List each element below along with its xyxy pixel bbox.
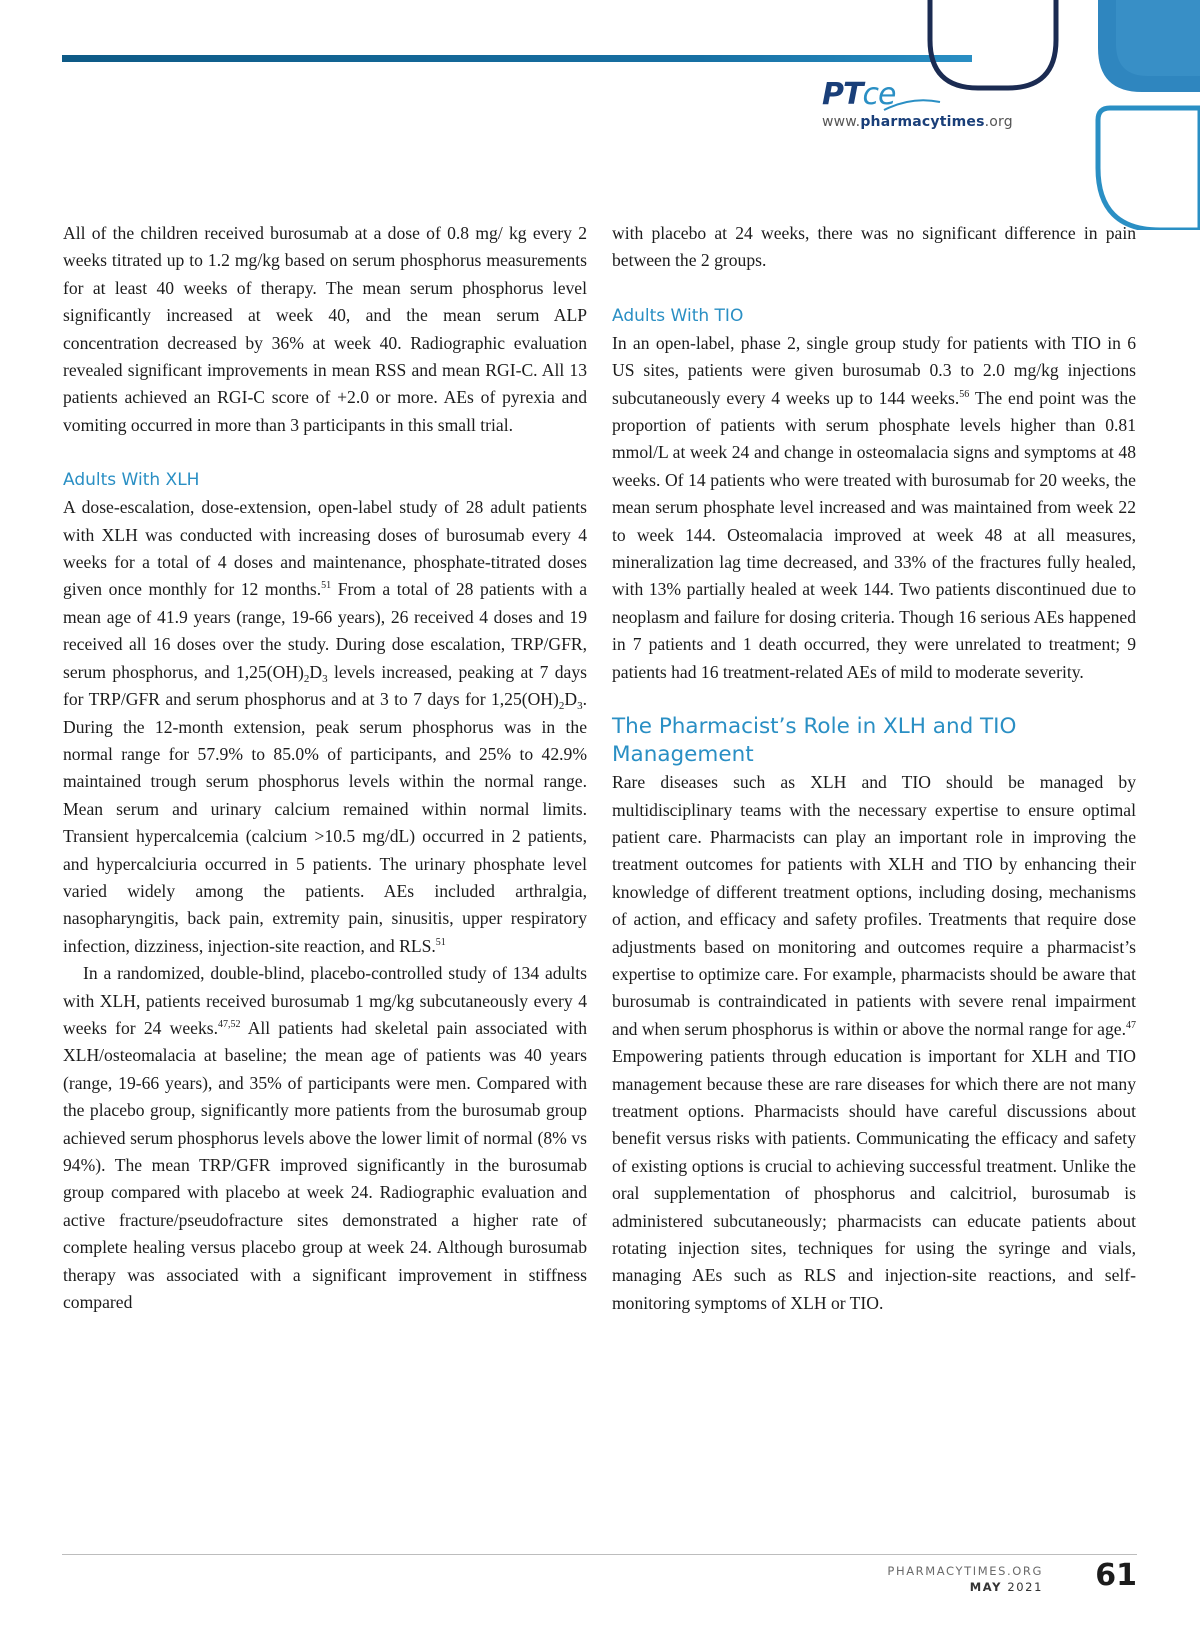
paragraph-pharmacist-role (612, 769, 1136, 1317)
text-run: Empowering patients through education is important for XLH and TIO management because these are rare diseases for which there are not many treatment options. Pharmacists should have careful discussions about benefit versus risks with patients. Communicating the efficacy and safety of existing options is crucial to achieving successful treatment. Unlike the oral supplementation of phosphorus and calcitriol, burosumab is administered subcutaneously; pharmacists can educate patients about rotating injection sites, techniques for using the syringe and vials, managing AEs such as RLS and injection-site reactions, and self-monitoring symptoms of XLH or TIO. (612, 1046, 1136, 1313)
spacer (63, 439, 587, 466)
text-run: D (309, 661, 323, 682)
site-url (822, 114, 1042, 130)
subscript: 2 (558, 700, 565, 713)
paragraph-dose-escalation-study (63, 494, 587, 960)
logo-main-text: PT (822, 77, 863, 112)
text-run: In an open-label, phase 2, single group study for patients with TIO in 6 US sites, patients were given burosumab 0.3 to 2.0 mg/kg injections subcutaneously every 4 weeks up to 144 weeks. (612, 332, 1136, 408)
footer-issue-date (970, 1580, 1043, 1594)
paragraph-children-dosing: All of the children received burosumab at a dose of 0.8 mg/ kg every 2 weeks titrated up to 1.2 mg/kg based on serum phosphorus measurements for at least 40 weeks of therapy. The mean serum phosphorus level significantly increased at week 40, and the mean serum ALP concentration decreased by 36% at week 40. Radiographic evaluation revealed significant improvements in mean RSS and mean RGI-C. All 13 patients achieved an RGI-C score of +2.0 or more. AEs of pyrexia and vomiting occurred in more than 3 participants in this small trial. (63, 223, 587, 435)
page-number: 61 (1095, 1558, 1137, 1593)
footer-month: MAY (969, 1580, 1003, 1594)
text-run: D (564, 689, 578, 710)
url-tld: .org (984, 114, 1013, 130)
text-run: From a total of 28 patients with a mean age of 41.9 years (range, 19-66 years), 26 received 4 doses and 19 received all 16 doses over the study. During dose escalation, TRP/GFR, serum phosphorus, and 1,25(OH) (63, 579, 587, 682)
right-column (612, 220, 1136, 1317)
reference-superscript: 56 (959, 388, 970, 400)
url-name: pharmacytimes (860, 114, 985, 130)
subscript: 3 (577, 700, 583, 713)
subscript: 3 (322, 672, 328, 685)
reference-superscript: 47,52 (218, 1018, 241, 1030)
reference-superscript: 51 (321, 580, 332, 592)
left-column (63, 220, 587, 1316)
paragraph-tio-study (612, 330, 1136, 686)
reference-superscript: 51 (435, 936, 446, 948)
text-run: All patients had skeletal pain associated with XLH/osteomalacia at baseline; the mean age of patients was 40 years (range, 19-66 years), and 35% of participants were men. Compared with the placebo group, significantly more patients from the burosumab group achieved serum phosphorus levels above the lower limit of normal (8% vs 94%). The mean TRP/GFR improved significantly in the burosumab group compared with placebo at week 24. Radiographic evaluation and active fracture/pseudofracture sites demonstrated a higher rate of complete healing versus placebo group at week 24. Although burosumab therapy was associated with a significant improvement in stiffness compared (63, 1017, 588, 1313)
text-run: levels increased, peaking at 7 days for TRP/GFR and serum phosphorus and at 3 to 7 days for 1,25(OH) (63, 661, 587, 710)
paragraph-continued: with placebo at 24 weeks, there was no significant difference in pain between the 2 groups. (612, 223, 1136, 271)
ptce-logo (822, 77, 1042, 130)
footer-site: PHARMACYTIMES.ORG (887, 1564, 1043, 1578)
text-run: The end point was the proportion of patients with serum phosphate levels higher than 0.81 mmol/L at week 24 and change in osteomalacia signs and symptoms at 48 weeks. Of 14 patients who were treated with burosumab for 20 weeks, the mean serum phosphate level increased and was maintained from week 22 to week 144. Osteomalacia improved at week 48 at all measures, mineralization lag time decreased, and 33% of the fractures fully healed, with 13% partially healed at week 144. Two patients discontinued due to neoplasm and failure for dosing criteria. Though 16 serious AEs happened in 7 patients and 1 death occurred, they were unrelated to treatment; 9 patients had 16 treatment-related AEs of mild to moderate severity. (612, 387, 1137, 682)
text-run: A dose-escalation, dose-extension, open-label study of 28 adult patients with XLH was conducted with increasing doses of burosumab every 4 weeks for a total of 4 doses and maintenance, phosphate-titrated doses given once monthly for 12 months. (63, 497, 587, 600)
logo-accent-text: ce (862, 77, 896, 112)
paragraph-randomized-study (63, 960, 587, 1316)
footer-divider (62, 1554, 1137, 1555)
footer-year: 2021 (1007, 1580, 1043, 1594)
subhead-adults-tio: Adults With TIO (612, 305, 744, 326)
text-run: Rare diseases such as XLH and TIO should be managed by multidisciplinary teams with the necessary expertise to ensure optimal patient care. Pharmacists can play an important role in improving the treatment outcomes for patients with XLH and TIO by enhancing their knowledge of different treatment options, including dosing, mechanisms of action, and efficacy and safety profiles. Treatments that require dose adjustments based on monitoring and outcomes require a pharmacist’s expertise to optimize care. For example, pharmacists should be aware that burosumab is contraindicated in patients with severe renal impairment and when serum phosphorus is within or above the normal range for age. (612, 772, 1136, 1039)
spacer (612, 686, 1136, 713)
spacer (612, 275, 1136, 302)
subscript: 2 (303, 672, 310, 685)
text-run: . During the 12-month extension, peak serum phosphorus was in the normal range for 57.9% to 85.0% of participants, and 25% to 42.9% maintained trough serum phosphorus levels within the normal range. Mean serum and urinary calcium remained within normal limits. Transient hypercalcemia (calcium >10.5 mg/dL) occurred in 2 patients, and hypercalciuria occurred in 5 patients. The urinary phosphate level varied widely among the patients. AEs included arthralgia, nasopharyngitis, back pain, extremity pain, sinusitis, upper respiratory infection, dizziness, injection-site reaction, and RLS. (63, 689, 587, 956)
subhead-adults-xlh: Adults With XLH (63, 470, 200, 491)
url-prefix: www. (822, 114, 861, 130)
text-run: In a randomized, double-blind, placebo-controlled study of 134 adults with XLH, patients received burosumab 1 mg/kg subcutaneously every 4 weeks for 24 weeks. (63, 963, 587, 1038)
logo-swoosh-icon (882, 98, 942, 114)
reference-superscript: 47 (1126, 1019, 1136, 1031)
section-heading-pharmacist-role: The Pharmacist’s Role in XLH and TIO Management (612, 714, 1017, 768)
header-accent-bar (62, 55, 972, 62)
